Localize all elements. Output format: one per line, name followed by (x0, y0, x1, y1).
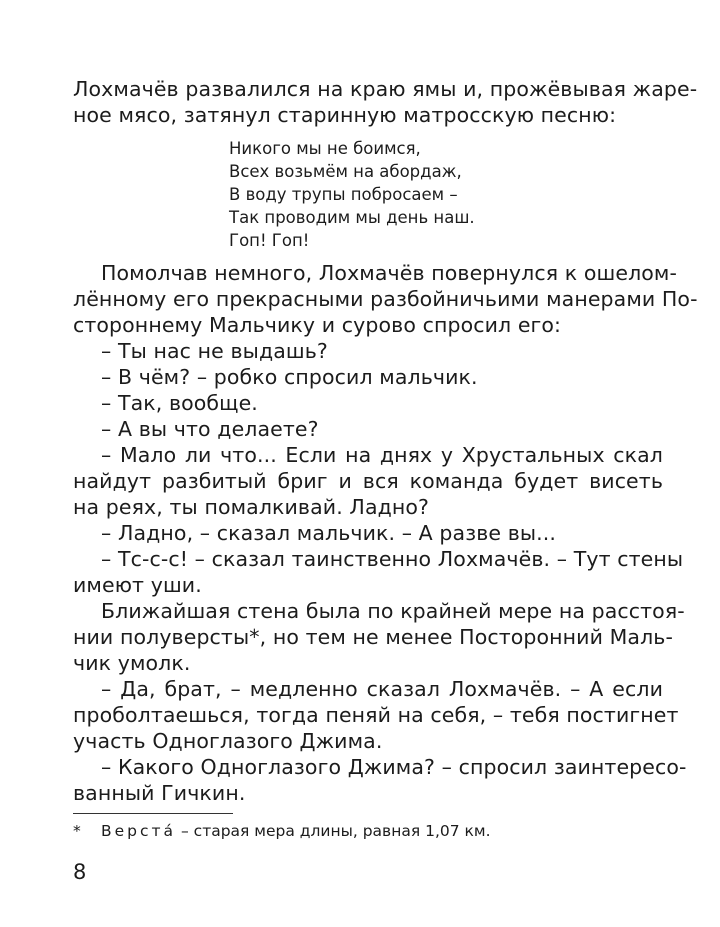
text-line: Ближайшая стена была по крайней мере на расстоя- (101, 599, 685, 623)
text-line: проболтаешься, тогда пеняй на себя, – тебя постигнет (73, 703, 679, 727)
text-line: участь Одноглазого Джима. (73, 729, 383, 753)
text-line: найдут разбитый бриг и вся команда будет висеть (73, 469, 663, 493)
text-line: имеют уши. (73, 573, 202, 597)
footnote (73, 820, 491, 842)
text-line: – Тс-с-с! – сказал таинственно Лохмачёв. – Тут стены (101, 547, 684, 571)
verse-line: В воду трупы побросаем – (229, 185, 458, 204)
text-line: ванный Гичкин. (73, 781, 246, 805)
verse-line: Всех возьмём на абордаж, (229, 162, 462, 181)
text-line: – Ладно, – сказал мальчик. – А разве вы... (101, 521, 557, 545)
footnote-mark: * (73, 822, 81, 840)
text-line: Помолчав немного, Лохмачёв повернулся к ошелом- (101, 261, 677, 285)
text-line: Лохмачёв развалился на краю ямы и, прожёвывая жаре- (73, 77, 698, 101)
page-number: 8 (73, 860, 87, 884)
text-line: – Да, брат, – медленно сказал Лохмачёв. – А если (101, 677, 663, 701)
footnote-term: Верста́ (101, 822, 177, 840)
text-line: – В чём? – робко спросил мальчик. (101, 365, 478, 389)
text-line: – Какого Одноглазого Джима? – спросил заинтересо- (101, 755, 687, 779)
text-line: стороннему Мальчику и сурово спросил его: (73, 313, 562, 337)
text-line: – Так, вообще. (101, 391, 258, 415)
text-line: – Ты нас не выдашь? (101, 339, 328, 363)
footnote-rule (73, 813, 233, 814)
text-line: лённому его прекрасными разбойничьими манерами По- (73, 287, 698, 311)
text-line: ное мясо, затянул старинную матросскую песню: (73, 103, 617, 127)
text-line: чик умолк. (73, 651, 191, 675)
text-line: – Мало ли что... Если на днях у Хрустальных скал (101, 443, 663, 467)
verse-line: Гоп! Гоп! (229, 231, 310, 250)
verse-line: Никого мы не боимся, (229, 139, 421, 158)
text-line: – А вы что делаете? (101, 417, 319, 441)
footnote-text: – старая мера длины, равная 1,07 км. (176, 822, 491, 840)
text-line: нии полуверсты*, но тем не менее Посторонний Маль- (73, 625, 673, 649)
verse-line: Так проводим мы день наш. (229, 208, 475, 227)
text-line: на реях, ты помалкивай. Ладно? (73, 495, 430, 519)
